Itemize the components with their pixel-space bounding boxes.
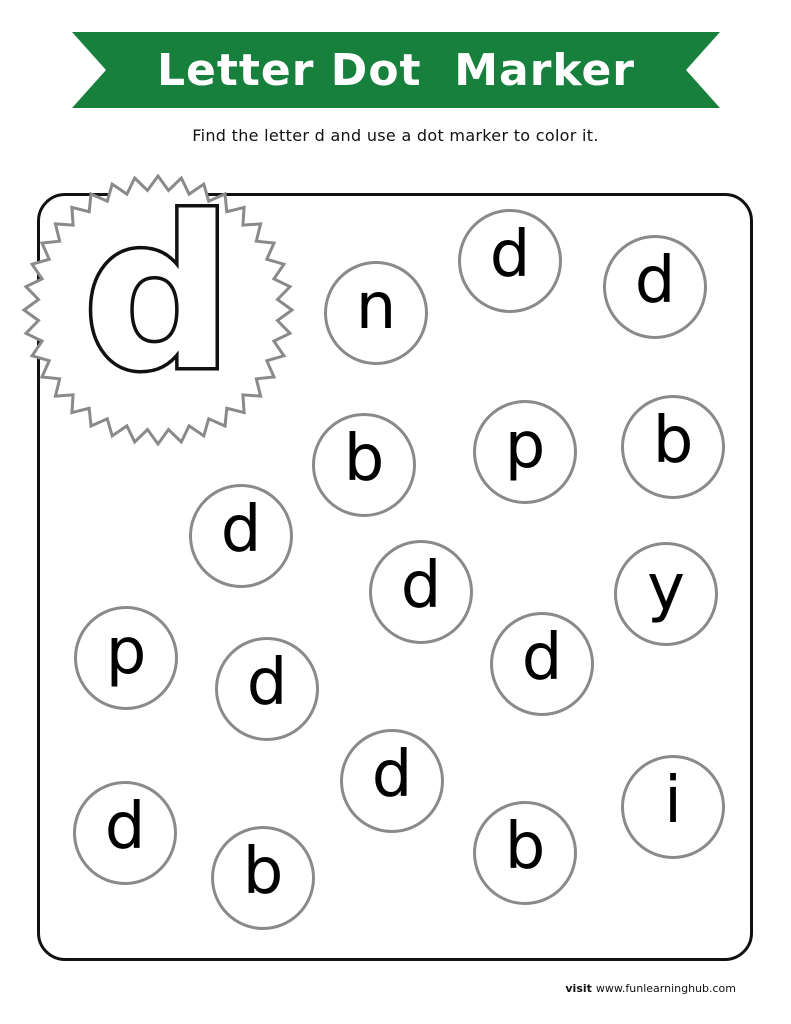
dot-circle[interactable] bbox=[473, 801, 577, 905]
dot-circle[interactable] bbox=[324, 261, 428, 365]
footer-visit-label: visit bbox=[565, 982, 592, 995]
dot-letter: i bbox=[664, 764, 682, 838]
target-letter: d bbox=[82, 172, 234, 417]
dot-circle[interactable] bbox=[603, 235, 707, 339]
dot-circle[interactable] bbox=[490, 612, 594, 716]
dot-circle[interactable] bbox=[211, 826, 315, 930]
dot-letter: d bbox=[634, 244, 676, 318]
dot-circle[interactable] bbox=[621, 395, 725, 499]
dot-letter: b bbox=[652, 404, 694, 478]
dot-circle[interactable] bbox=[73, 781, 177, 885]
footer-credit bbox=[565, 982, 736, 995]
dot-letter: d bbox=[371, 738, 413, 812]
dot-letter: d bbox=[246, 646, 288, 720]
dot-letter: d bbox=[104, 790, 146, 864]
footer-url[interactable]: www.funlearninghub.com bbox=[595, 982, 736, 995]
dot-letter: d bbox=[400, 549, 442, 623]
page-title: Letter Dot Marker bbox=[156, 44, 636, 96]
dot-letter: y bbox=[647, 551, 685, 625]
dot-letter: d bbox=[220, 493, 262, 567]
dot-letter: b bbox=[504, 810, 546, 884]
dot-circle[interactable] bbox=[458, 209, 562, 313]
dot-circle[interactable] bbox=[215, 637, 319, 741]
dot-letter: d bbox=[521, 621, 563, 695]
target-letter-badge bbox=[18, 170, 298, 450]
dot-letter: p bbox=[504, 409, 546, 483]
dot-circle[interactable] bbox=[189, 484, 293, 588]
dot-circle[interactable] bbox=[74, 606, 178, 710]
dot-circle[interactable] bbox=[473, 400, 577, 504]
dot-letter: d bbox=[489, 218, 531, 292]
dot-circle[interactable] bbox=[621, 755, 725, 859]
dot-letter: b bbox=[242, 835, 284, 909]
dot-letter: b bbox=[343, 422, 385, 496]
dot-circle[interactable] bbox=[340, 729, 444, 833]
dot-letter: n bbox=[355, 270, 397, 344]
dot-letter: p bbox=[105, 615, 147, 689]
dot-circle[interactable] bbox=[312, 413, 416, 517]
instructions-text: Find the letter d and use a dot marker to color it. bbox=[192, 126, 599, 145]
dot-circle[interactable] bbox=[614, 542, 718, 646]
dot-circle[interactable] bbox=[369, 540, 473, 644]
title-banner bbox=[72, 32, 720, 108]
